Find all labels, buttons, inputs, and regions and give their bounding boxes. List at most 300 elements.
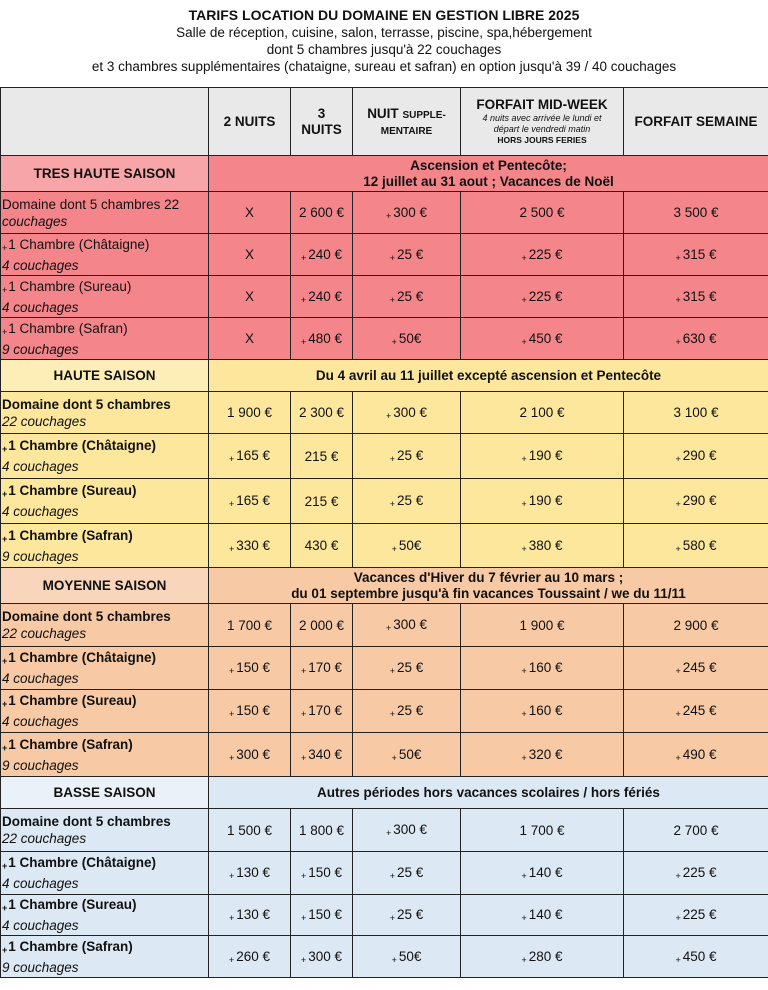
table-row [1,434,768,479]
plus-prefix: + [675,252,681,263]
price-forfait-semaine [624,524,768,568]
price-value: 160 € [528,660,563,675]
price-value: 315 € [682,288,717,304]
price-value: 290 € [682,493,717,508]
price-value: 2 000 € [298,617,345,633]
price-nuit-supplementaire [353,192,461,234]
room-label-text: 1 Chambre (Safran) [8,736,133,752]
price-value: 225 € [528,246,563,262]
col-header-forfait-mid-week [461,88,624,156]
plus-prefix: + [675,954,681,965]
price-forfait-mid-week [461,479,624,524]
plus-prefix: + [2,903,8,913]
plus-prefix: + [391,336,397,347]
room-capacity: 22 couchages [2,626,87,641]
room-label-cell [1,192,209,234]
price-value: 1 700 € [226,617,273,633]
plus-prefix: + [300,709,307,719]
plus-prefix: + [2,944,8,955]
col-header-3-nuits-label: NUITS [301,121,342,137]
price-value: 330 € [236,537,271,553]
price-2-nuits [209,234,291,276]
room-label-text: 1 Chambre (Châtaigne) [8,236,150,252]
room-capacity: 22 couchages [2,831,87,846]
price-nuit-supplementaire [353,936,461,978]
room-label-text: Domaine dont 5 chambres [2,814,171,829]
plus-prefix: + [675,294,681,305]
price-2-nuits [209,604,291,647]
price-nuit-supplementaire [353,434,461,479]
price-forfait-semaine [624,192,768,234]
price-forfait-semaine [624,276,768,318]
price-2-nuits [209,936,291,978]
room-capacity: 4 couchages [2,714,79,729]
price-3-nuits [291,809,353,852]
plus-prefix: + [228,666,235,676]
plus-prefix: + [300,252,307,263]
price-nuit-supplementaire [353,809,461,852]
plus-prefix: + [228,454,235,464]
plus-prefix: + [228,709,235,719]
subtitle-line-3: et 3 chambres supplémentaires (chataigne, sureau et safran) en option jusqu'à 39 / 40 couchages [91,59,677,74]
room-label [2,236,208,257]
room-label [2,437,208,458]
plus-prefix: + [300,666,307,676]
price-value: 150 € [236,703,271,718]
season-period [209,568,768,604]
price-forfait-semaine [624,936,768,978]
price-value: 480 € [308,330,343,346]
room-label-cell [1,604,209,647]
col-header-3-nuits-num: 3 [317,105,326,121]
season-period-line-1: Ascension et Pentecôte; [410,157,567,173]
price-value: 2 700 € [673,822,719,838]
col-header-mid-week-note-1: 4 nuits avec arrivée le lundi et [482,113,602,123]
plus-prefix: + [2,533,8,544]
table-row [1,192,768,234]
price-forfait-mid-week [461,192,624,234]
season-header-row [1,156,768,192]
plus-prefix: + [2,242,8,253]
room-label-text: 1 Chambre (Safran) [8,938,133,954]
price-forfait-mid-week [461,524,624,568]
table-header-row [1,88,768,156]
room-capacity: 4 couchages [2,504,79,519]
plus-prefix: + [2,699,8,709]
price-forfait-mid-week [461,936,624,978]
page-title: TARIFS LOCATION DU DOMAINE EN GESTION LIBRE 2025 [188,7,580,23]
room-label [2,278,208,299]
price-forfait-semaine [624,690,768,733]
price-3-nuits [291,936,353,978]
price-value: 225 € [682,907,717,922]
price-forfait-mid-week [461,234,624,276]
price-forfait-semaine [624,234,768,276]
price-value: X [244,331,254,346]
plus-prefix: + [389,499,395,509]
col-header-forfait-semaine: FORFAIT SEMAINE [624,88,768,156]
price-value: 165 € [236,448,271,463]
plus-prefix: + [389,913,395,923]
price-3-nuits [291,192,353,234]
price-forfait-mid-week [461,434,624,479]
col-header-nuit-supplementaire [353,88,461,156]
price-value: 25 € [396,660,424,675]
price-value: 160 € [528,703,563,718]
price-forfait-mid-week [461,604,624,647]
plus-prefix: + [300,336,307,347]
room-label [2,608,208,625]
plus-prefix: + [675,871,681,881]
plus-prefix: + [300,294,307,305]
price-value: 260 € [236,948,271,964]
price-value: 190 € [528,493,563,508]
room-label-cell [1,479,209,524]
price-value: 3 500 € [673,205,719,220]
plus-prefix: + [521,871,527,881]
room-capacity: 9 couchages [2,341,79,357]
price-value: 140 € [528,865,563,880]
price-value: 215 € [304,493,339,509]
price-forfait-semaine [624,852,768,895]
room-label-text: 1 Chambre (Sureau) [8,897,137,912]
plus-prefix: + [521,709,527,719]
price-value: 240 € [308,288,343,304]
plus-prefix: + [675,336,681,347]
price-nuit-supplementaire [353,524,461,568]
plus-prefix: + [228,543,235,554]
price-forfait-semaine [624,647,768,690]
price-2-nuits [209,809,291,852]
price-value: 2 300 € [298,405,345,420]
price-2-nuits [209,524,291,568]
price-3-nuits [291,524,353,568]
price-value: 490 € [682,746,717,762]
col-header-nuit: NUIT [367,105,399,121]
plus-prefix: + [675,454,681,464]
price-3-nuits [291,276,353,318]
price-value: 25 € [396,448,424,463]
price-value: 215 € [304,448,339,464]
room-label-text: 1 Chambre (Safran) [8,320,128,336]
room-capacity: 4 couchages [2,876,79,891]
price-value: 150 € [236,660,271,675]
price-2-nuits [209,852,291,895]
plus-prefix: + [521,294,527,305]
price-3-nuits [291,690,353,733]
price-nuit-supplementaire [353,733,461,777]
price-value: 25 € [396,907,424,922]
room-capacity: 22 couchages [2,413,87,429]
plus-prefix: + [228,871,235,881]
room-label-text: Domaine dont 5 chambres 22 [2,196,180,212]
price-nuit-supplementaire [353,318,461,360]
plus-prefix: + [2,284,8,295]
room-label-cell [1,852,209,895]
room-label-text: 1 Chambre (Sureau) [8,483,137,498]
price-value: 580 € [682,537,717,553]
price-value: 170 € [308,703,343,718]
room-label-text: Domaine dont 5 chambres [2,396,171,412]
table-row [1,479,768,524]
price-value: 300 € [393,404,428,420]
price-value: 240 € [308,246,343,262]
season-header-row [1,360,768,392]
season-period [209,777,768,809]
room-label [2,692,208,713]
season-period-line-1: Autres périodes hors vacances scolaires / hors fériés [317,784,660,800]
room-label-text: 1 Chambre (Châtaigne) [8,438,157,453]
season-period [209,156,768,192]
price-3-nuits [291,733,353,777]
subtitle-line-1: Salle de réception, cuisine, salon, terrasse, piscine, spa,hébergement [176,25,592,40]
room-label-cell [1,809,209,852]
price-forfait-semaine [624,604,768,647]
price-forfait-mid-week [461,690,624,733]
price-value: 280 € [528,948,563,964]
price-value: 290 € [682,448,717,463]
plus-prefix: + [389,294,395,305]
price-forfait-mid-week [461,318,624,360]
price-forfait-mid-week [461,276,624,318]
room-label-cell [1,434,209,479]
plus-prefix: + [521,752,527,763]
plus-prefix: + [521,454,527,464]
plus-prefix: + [228,954,235,965]
price-value: 1 700 € [519,822,565,838]
room-capacity: 4 couchages [2,918,79,933]
plus-prefix: + [228,913,235,923]
room-capacity: 9 couchages [2,959,79,975]
plus-prefix: + [389,666,395,676]
price-nuit-supplementaire [353,604,461,647]
plus-prefix: + [385,410,392,421]
price-forfait-mid-week [461,895,624,936]
col-header-mid-week-note-2: départ le vendredi matin [493,124,591,134]
plus-prefix: + [385,210,392,221]
season-name: MOYENNE SAISON [1,568,209,604]
table-row [1,733,768,777]
room-label-cell [1,392,209,434]
plus-prefix: + [521,499,527,509]
plus-prefix: + [389,454,395,464]
price-3-nuits [291,434,353,479]
plus-prefix: + [675,666,681,676]
plus-prefix: + [2,861,8,871]
plus-prefix: + [300,871,307,881]
room-label-cell [1,647,209,690]
table-row [1,936,768,978]
price-nuit-supplementaire [353,276,461,318]
plus-prefix: + [391,954,397,965]
room-capacity: 9 couchages [2,548,79,564]
price-value: 50€ [398,746,422,762]
room-capacity: 4 couchages [2,299,79,315]
table-row [1,392,768,434]
col-header-2-nuits: 2 NUITS [209,88,291,156]
room-label [2,396,208,413]
price-2-nuits [209,318,291,360]
season-name: HAUTE SAISON [1,360,209,392]
price-forfait-semaine [624,479,768,524]
room-capacity: couchages [2,213,68,229]
price-value: 150 € [308,907,343,922]
room-label-cell [1,690,209,733]
season-period-line-1: Vacances d'Hiver du 7 février au 10 mars ; [353,569,624,585]
col-header-3-nuits [291,88,353,156]
title-block [0,6,768,75]
price-value: X [244,247,254,262]
season-period-line-1: Du 4 avril au 11 juillet excepté ascension et Pentecôte [315,367,662,383]
price-value: 25 € [396,246,424,262]
price-2-nuits [209,276,291,318]
price-2-nuits [209,733,291,777]
price-value: 170 € [308,660,343,675]
room-label-text: 1 Chambre (Sureau) [8,278,132,294]
plus-prefix: + [389,252,395,263]
price-value: 1 900 € [519,617,565,633]
room-label [2,527,208,548]
price-forfait-semaine [624,318,768,360]
room-label-cell [1,318,209,360]
price-value: 50€ [398,330,422,346]
plus-prefix: + [228,499,235,509]
header-empty-cell [1,88,209,156]
price-forfait-mid-week [461,733,624,777]
price-nuit-supplementaire [353,392,461,434]
price-2-nuits [209,895,291,936]
season-period [209,360,768,392]
price-3-nuits [291,234,353,276]
room-label-text: Domaine dont 5 chambres [2,609,171,624]
plus-prefix: + [521,336,527,347]
price-value: 130 € [236,865,271,880]
plus-prefix: + [2,326,8,337]
price-3-nuits [291,392,353,434]
price-3-nuits [291,479,353,524]
price-value: 2 600 € [298,205,345,220]
season-period-line-2: 12 juillet au 31 aout ; Vacances de Noël [363,173,614,189]
room-label [2,649,208,670]
room-capacity: 4 couchages [2,459,79,474]
room-capacity: 9 couchages [2,757,79,773]
price-value: 25 € [396,703,424,718]
col-header-mentaire: MENTAIRE [380,125,433,137]
price-forfait-semaine [624,733,768,777]
price-value: 1 800 € [298,822,345,838]
plus-prefix: + [300,954,307,965]
price-forfait-semaine [624,434,768,479]
price-nuit-supplementaire [353,234,461,276]
subtitle-line-2: dont 5 chambres jusqu'à 22 couchages [266,42,502,57]
price-value: 450 € [528,330,563,346]
price-value: 3 100 € [673,405,719,420]
table-row [1,809,768,852]
price-value: 50€ [398,537,422,553]
price-3-nuits [291,647,353,690]
price-value: 300 € [308,948,343,964]
room-label-text: 1 Chambre (Safran) [8,527,133,543]
plus-prefix: + [675,709,681,719]
price-value: 340 € [308,746,343,762]
price-value: 225 € [528,288,563,304]
price-value: 380 € [528,537,563,553]
col-header-mid-week-note-3: HORS JOURS FERIES [497,135,587,145]
table-row [1,852,768,895]
price-value: 225 € [682,865,717,880]
plus-prefix: + [521,666,527,676]
plus-prefix: + [521,954,527,965]
plus-prefix: + [675,752,681,763]
price-2-nuits [209,690,291,733]
price-2-nuits [209,434,291,479]
price-value: 315 € [682,246,717,262]
col-header-supple: SUPPLE- [402,109,446,121]
season-name: TRES HAUTE SAISON [1,156,209,192]
room-label-cell [1,276,209,318]
room-label-cell [1,936,209,978]
room-label [2,736,208,757]
price-value: 25 € [396,288,424,304]
price-value: 2 500 € [519,205,565,220]
price-forfait-mid-week [461,852,624,895]
price-value: 630 € [682,330,717,346]
price-3-nuits [291,895,353,936]
table-row [1,276,768,318]
price-value: 25 € [396,493,424,508]
price-value: 245 € [682,660,717,675]
price-nuit-supplementaire [353,852,461,895]
plus-prefix: + [521,913,527,923]
plus-prefix: + [2,742,8,753]
price-value: 2 100 € [519,405,565,420]
price-value: 245 € [682,703,717,718]
room-label-text: 1 Chambre (Sureau) [8,693,137,708]
plus-prefix: + [391,543,397,554]
plus-prefix: + [675,499,681,509]
season-header-row [1,777,768,809]
price-2-nuits [209,479,291,524]
price-forfait-semaine [624,392,768,434]
pricing-table [0,87,768,978]
price-forfait-mid-week [461,392,624,434]
price-value: 1 900 € [226,405,273,420]
price-value: 320 € [528,746,563,762]
table-row [1,604,768,647]
plus-prefix: + [521,543,527,554]
room-label-cell [1,234,209,276]
plus-prefix: + [389,871,395,881]
price-nuit-supplementaire [353,895,461,936]
table-row [1,234,768,276]
plus-prefix: + [385,828,392,838]
room-label-text: 1 Chambre (Châtaigne) [8,855,157,870]
price-value: 50€ [398,948,422,964]
plus-prefix: + [521,252,527,263]
plus-prefix: + [2,489,8,499]
plus-prefix: + [300,913,307,923]
price-value: 430 € [304,538,339,553]
price-value: 300 € [393,617,428,632]
plus-prefix: + [675,913,681,923]
plus-prefix: + [675,543,681,554]
price-value: 130 € [236,907,271,922]
price-value: 190 € [528,448,563,463]
price-value: 450 € [682,948,717,964]
price-nuit-supplementaire [353,690,461,733]
price-2-nuits [209,192,291,234]
room-label [2,482,208,503]
